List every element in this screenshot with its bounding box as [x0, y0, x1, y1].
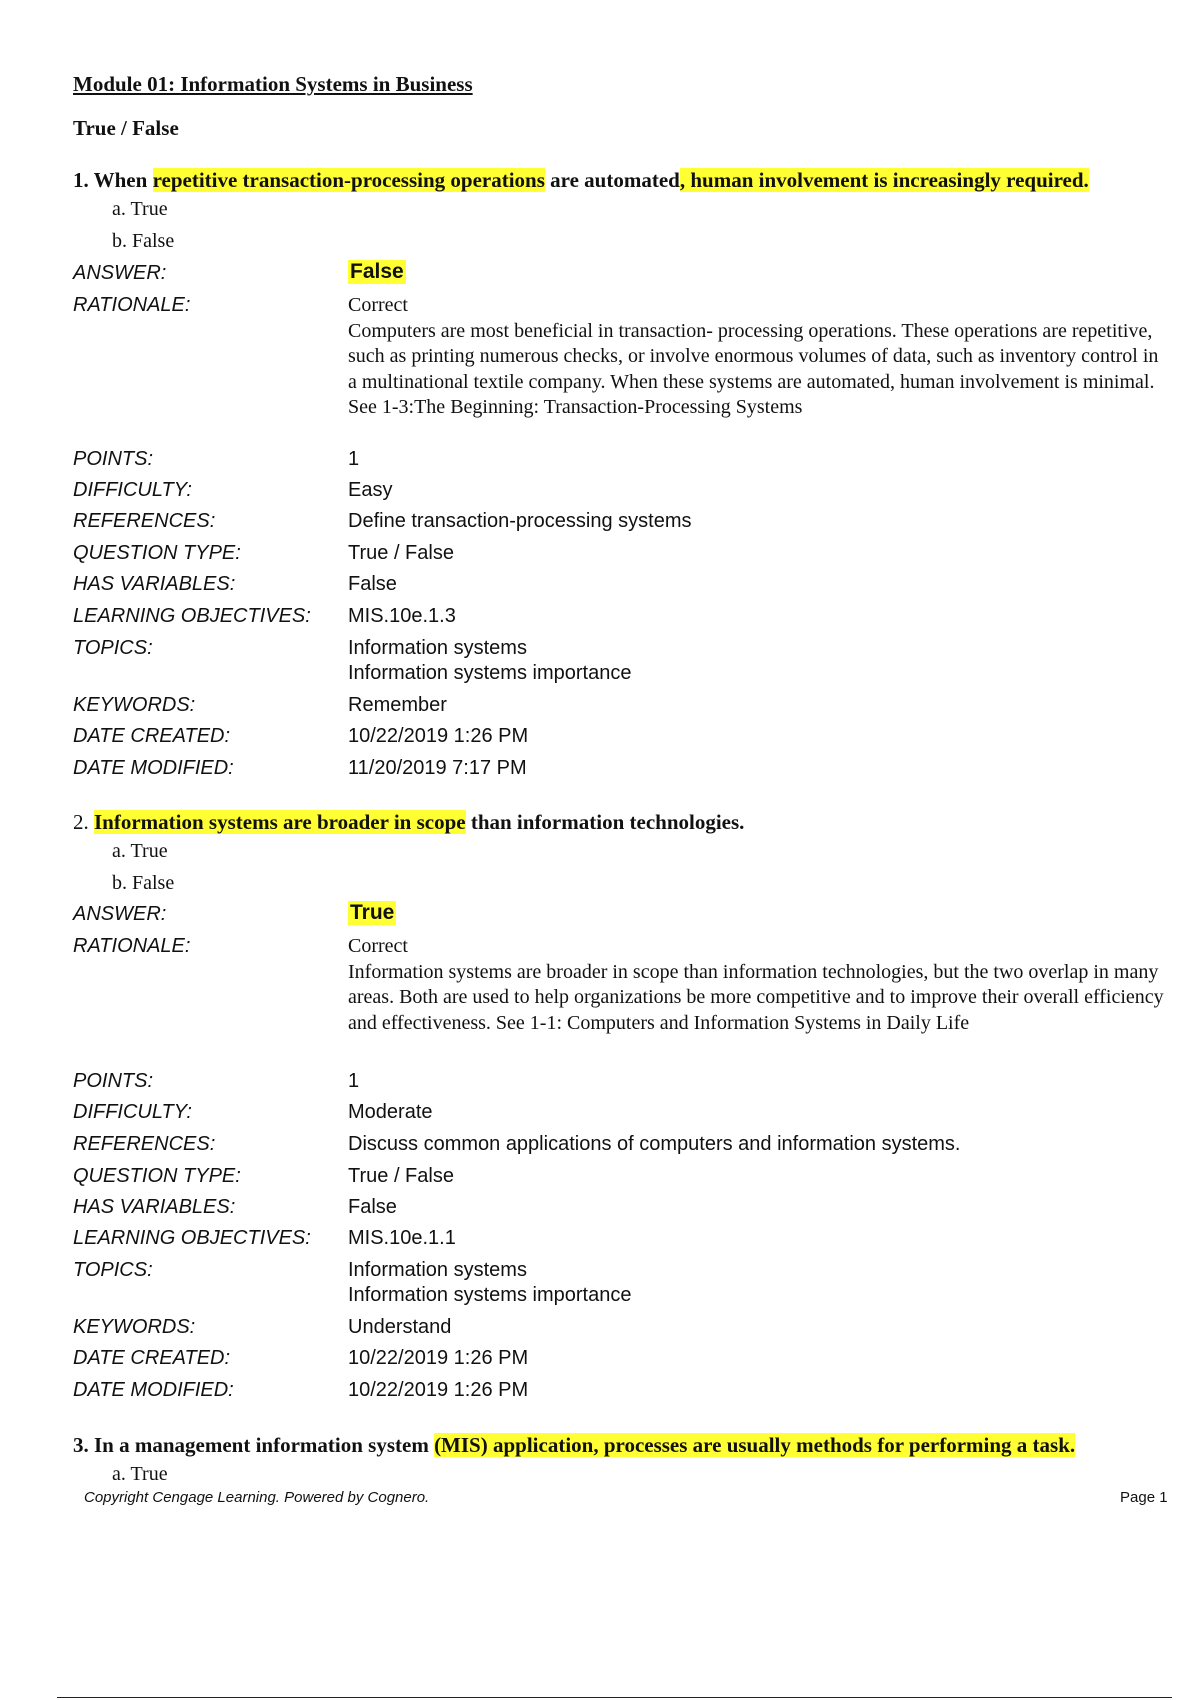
points-value: 1 — [348, 448, 360, 470]
answer-label: ANSWER: — [73, 903, 167, 925]
keywords-label: KEYWORDS: — [73, 1316, 196, 1338]
difficulty-label: DIFFICULTY: — [73, 479, 192, 501]
difficulty-value: Moderate — [348, 1101, 433, 1123]
date-created-label: DATE CREATED: — [73, 1347, 231, 1369]
question-type-label: QUESTION TYPE: — [73, 542, 241, 564]
option-b: b. False — [112, 872, 175, 894]
has-variables-label: HAS VARIABLES: — [73, 573, 236, 595]
date-created-value: 10/22/2019 1:26 PM — [348, 1347, 529, 1369]
question-type-label: QUESTION TYPE: — [73, 1165, 241, 1187]
has-variables-label: HAS VARIABLES: — [73, 1196, 236, 1218]
date-modified-label: DATE MODIFIED: — [73, 757, 234, 779]
references-label: REFERENCES: — [73, 510, 216, 532]
topics-value-2: Information systems importance — [348, 1284, 632, 1306]
rationale-label: RATIONALE: — [73, 935, 191, 957]
topics-value-2: Information systems importance — [348, 662, 632, 684]
points-value: 1 — [348, 1070, 360, 1092]
topics-label: TOPICS: — [73, 637, 153, 659]
references-label: REFERENCES: — [73, 1133, 216, 1155]
answer-value: True — [350, 901, 395, 924]
question-number: 2. — [73, 810, 89, 834]
question-highlight: (MIS) application, processes are usually methods for performing a task. — [434, 1433, 1076, 1457]
references-value: Define transaction-processing systems — [348, 510, 692, 532]
keywords-value: Remember — [348, 694, 447, 716]
has-variables-value: False — [348, 1196, 397, 1218]
question-number: 3. — [73, 1433, 89, 1457]
question-text-part: than information technologies. — [465, 810, 745, 834]
answer-label: ANSWER: — [73, 262, 167, 284]
rationale-status: Correct — [348, 294, 408, 316]
rationale-block — [348, 934, 1168, 1036]
question-highlight: Information systems are broader in scope — [94, 810, 466, 834]
learning-objectives-label: LEARNING OBJECTIVES: — [73, 605, 311, 627]
keywords-label: KEYWORDS: — [73, 694, 196, 716]
footer-copyright: Copyright Cengage Learning. Powered by Cognero. — [84, 1489, 430, 1506]
topics-label: TOPICS: — [73, 1259, 153, 1281]
footer-page-number: Page 1 — [1120, 1489, 1168, 1506]
question-highlight: repetitive transaction-processing operations — [152, 168, 545, 192]
bottom-divider — [57, 1697, 1172, 1698]
question-type-value: True / False — [348, 1165, 454, 1187]
points-label: POINTS: — [73, 1070, 154, 1092]
date-modified-value: 10/22/2019 1:26 PM — [348, 1379, 529, 1401]
date-created-value: 10/22/2019 1:26 PM — [348, 725, 529, 747]
date-modified-value: 11/20/2019 7:17 PM — [348, 757, 527, 779]
question-type-value: True / False — [348, 542, 454, 564]
date-modified-label: DATE MODIFIED: — [73, 1379, 234, 1401]
question-number: 1. — [73, 168, 89, 192]
question-1-text — [73, 168, 1089, 193]
difficulty-label: DIFFICULTY: — [73, 1101, 192, 1123]
topics-value-1: Information systems — [348, 637, 527, 659]
option-a: a. True — [112, 1463, 168, 1485]
rationale-block — [348, 293, 1168, 421]
rationale-text: Computers are most beneficial in transaction- processing operations. These operations are repetitive, such as printing numerous checks, or involve enormous volumes of data, such as inventory control in a multinational textile company. When these systems are automated, human involvement is minimal. See 1-3:The Beginning: Transaction-Processing Systems — [348, 319, 1159, 418]
option-a: a. True — [112, 198, 168, 220]
question-text-part: In a management information system — [94, 1433, 435, 1457]
question-2-text — [73, 810, 744, 835]
date-created-label: DATE CREATED: — [73, 725, 231, 747]
points-label: POINTS: — [73, 448, 154, 470]
question-highlight: , human involvement is increasingly required. — [679, 168, 1089, 192]
rationale-status: Correct — [348, 935, 408, 957]
rationale-text: Information systems are broader in scope than information technologies, but the two overlap in many areas. Both are used to help organizations be more competitive and to improve their overall efficiency and effectiveness. See 1-1: Computers and Information Systems in Daily Life — [348, 960, 1164, 1034]
answer-value: False — [350, 260, 404, 283]
option-b: b. False — [112, 230, 175, 252]
section-title: True / False — [73, 116, 179, 140]
question-text-part: When — [93, 168, 153, 192]
module-title: Module 01: Information Systems in Business — [73, 72, 473, 96]
difficulty-value: Easy — [348, 479, 393, 501]
learning-objectives-value: MIS.10e.1.1 — [348, 1227, 456, 1249]
keywords-value: Understand — [348, 1316, 452, 1338]
rationale-label: RATIONALE: — [73, 294, 191, 316]
option-a: a. True — [112, 840, 168, 862]
references-value: Discuss common applications of computers and information systems. — [348, 1133, 961, 1155]
has-variables-value: False — [348, 573, 397, 595]
topics-value-1: Information systems — [348, 1259, 527, 1281]
question-text-part: are automated — [544, 168, 680, 192]
question-3-text — [73, 1433, 1075, 1458]
learning-objectives-value: MIS.10e.1.3 — [348, 605, 456, 627]
learning-objectives-label: LEARNING OBJECTIVES: — [73, 1227, 311, 1249]
